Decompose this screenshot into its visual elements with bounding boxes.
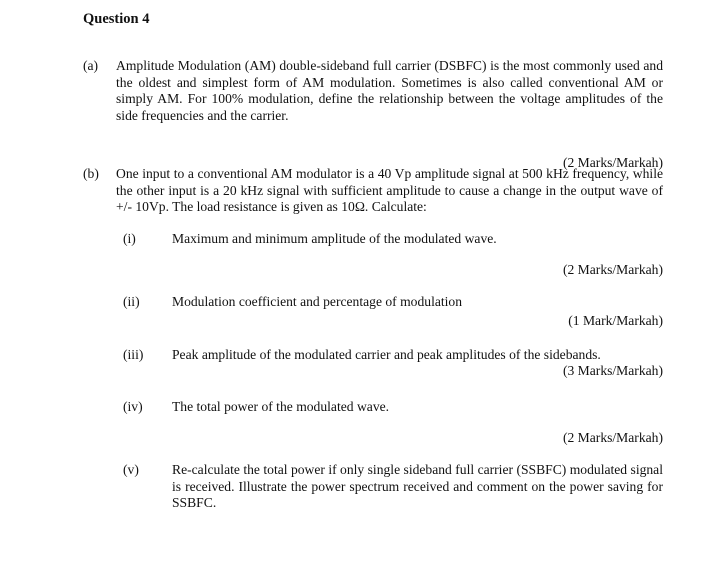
subpart-iv-label: (iv) (123, 399, 143, 414)
subpart-i-text: Maximum and minimum amplitude of the modulated wave. (172, 231, 497, 246)
subpart-v-label: (v) (123, 462, 139, 477)
subpart-iii-text: Peak amplitude of the modulated carrier and peak amplitudes of the sidebands. (172, 347, 601, 362)
part-a-label: (a) (83, 58, 99, 73)
part-b-label: (b) (83, 166, 99, 181)
part-a-marks: (2 Marks/Markah) (562, 155, 663, 170)
subpart-ii-text: Modulation coefficient and percentage of modulation (172, 294, 463, 309)
subpart-i-label: (i) (123, 231, 136, 246)
subpart-v-text: Re-calculate the total power if only single sideband full carrier (SSBFC) modulated signal is received. Illustrate the power spectrum received and comment on the power saving for SSBFC. (172, 462, 663, 511)
subpart-iv-text: The total power of the modulated wave. (172, 399, 390, 414)
part-a-text: Amplitude Modulation (AM) double-sideband full carrier (DSBFC) is the most commonly used and the oldest and simplest form of AM modulation. Sometimes is also called conventional AM or simply AM. For 100% modulation, define the relationship between the voltage amplitudes of the side frequencies and the carrier. (116, 58, 663, 123)
subpart-ii-label: (ii) (123, 294, 140, 309)
subpart-ii-marks: (1 Mark/Markah) (568, 313, 663, 328)
subpart-i-marks: (2 Marks/Markah) (562, 262, 663, 277)
question-title: Question 4 (83, 11, 150, 27)
subpart-iv-marks: (2 Marks/Markah) (562, 430, 663, 445)
subpart-iii-label: (iii) (123, 347, 144, 362)
part-b-text: One input to a conventional AM modulator is a 40 Vp amplitude signal at 500 kHz frequency, while the other input is a 20 kHz signal with sufficient amplitude to cause a change in the output wave of +/- 10Vp. The load resistance is given as 10Ω. Calculate: (116, 166, 663, 215)
subpart-iii-marks: (3 Marks/Markah) (562, 363, 663, 378)
